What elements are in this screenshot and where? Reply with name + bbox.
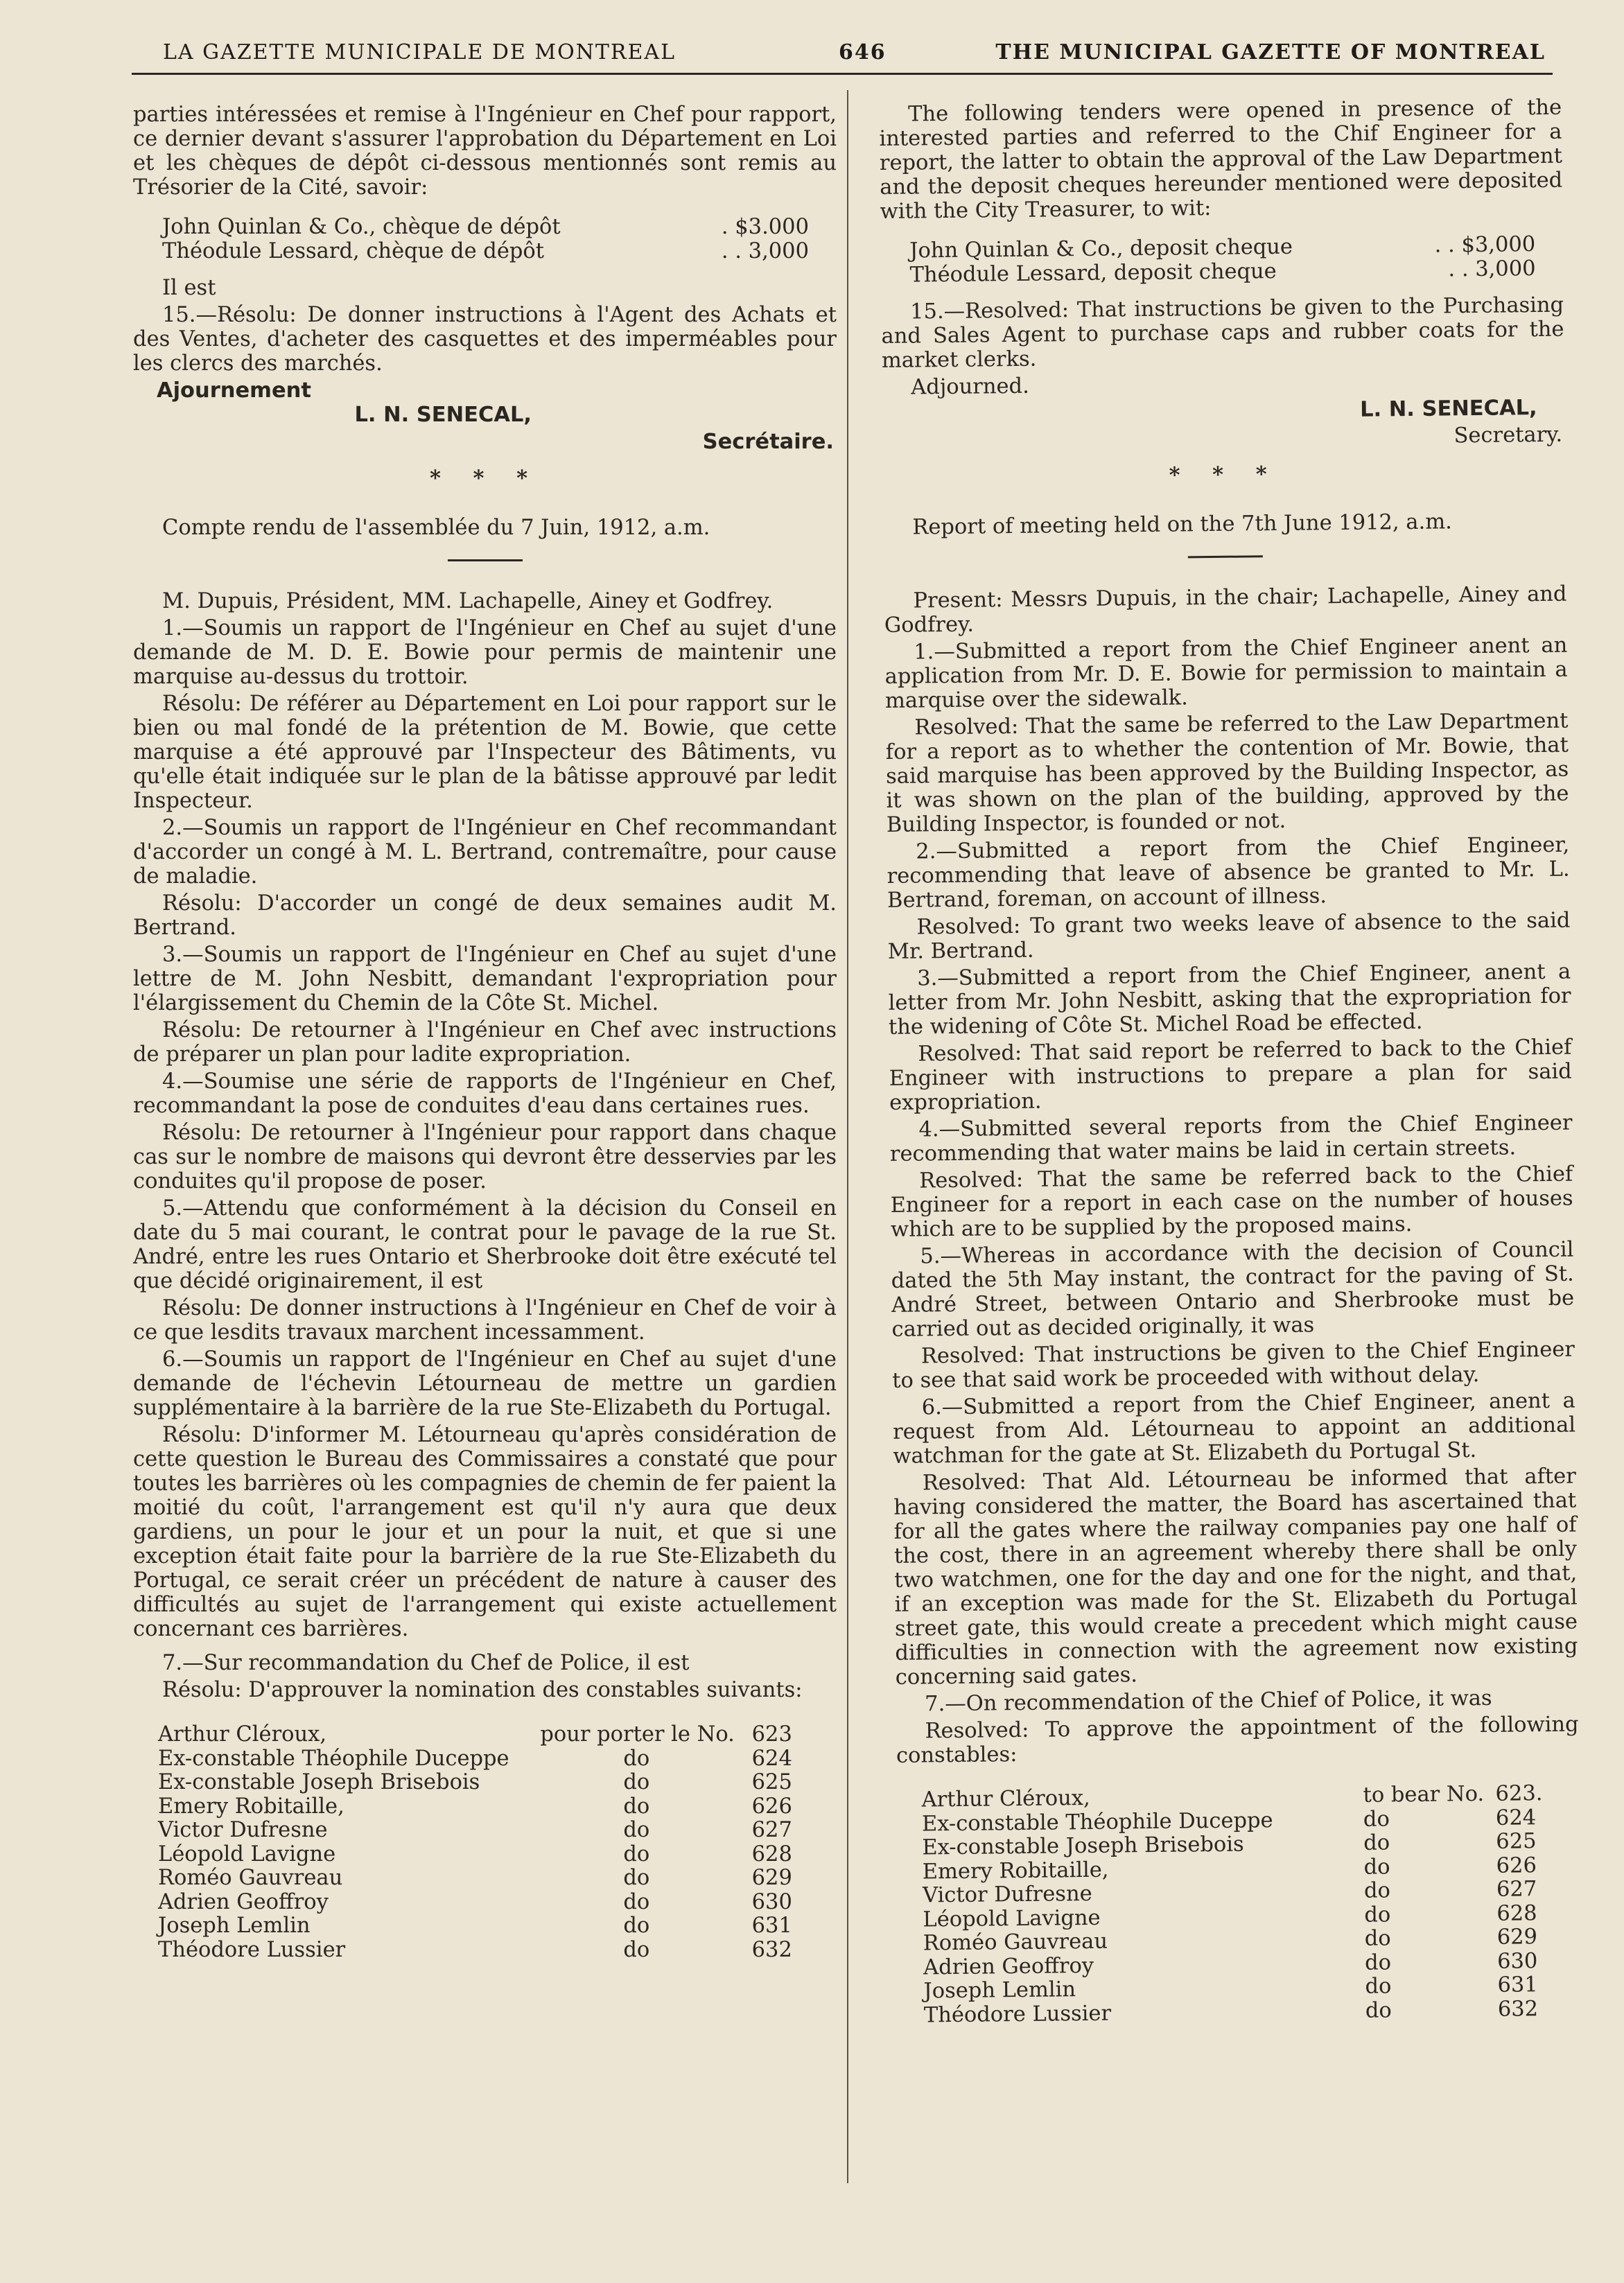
constable-name: Adrien Geoffroy (158, 1889, 329, 1914)
fr-paragraph: 1.—Soumis un rapport de l'Ingénieur en Chef au sujet d'une demande de M. D. E. Bowie pour permis de maintenir une marquise au-dessus du trottoir. (133, 616, 837, 689)
fr-item-7-resolution: Résolu: D'approuver la nomination des constables suivants: (162, 1678, 803, 1702)
en-paragraph: Resolved: To grant two weeks leave of absence to the said Mr. Bertrand. (887, 908, 1571, 964)
en-intro: The following tenders were opened in presence of the interested parties and referred to the Chif Engineer for a report, the latter to obtain the approval of the Law Department and the deposit cheques hereunder mentioned were deposited with the City Treasurer, to wit: (879, 95, 1563, 224)
constable-do: do (623, 1866, 650, 1890)
constable-do: do (1364, 1926, 1391, 1951)
fr-report-title: Compte rendu de l'assemblée du 7 Juin, 1912, a.m. (162, 516, 710, 540)
constable-do: do (623, 1794, 650, 1819)
constable-do: do (623, 1889, 650, 1914)
constable-number: 625 (751, 1770, 792, 1794)
en-paragraph: Resolved: That Ald. Létourneau be informed that after having considered the matter, the Board has ascertained that for all the gates where the railway companies pay one half of the cost, there in an agreement whereby there shall be only two watchmen, one for the day and one for the night, and that, if an exception was made for the St. Elizabeth du Portugal street gate, this would create a precedent which might cause difficulties in connection with the agreement now existing concerning said gates. (893, 1464, 1578, 1690)
en-signature-title: Secretary. (1453, 422, 1563, 448)
constable-name: Emery Robitaille, (922, 1857, 1109, 1884)
constable-do: do (623, 1842, 650, 1866)
en-item-7: 7.—On recommendation of the Chief of Police, it was (925, 1686, 1492, 1717)
en-constables-table (921, 1782, 1548, 2027)
constable-number: 625 (1496, 1829, 1537, 1854)
constable-do: do (623, 1937, 650, 1962)
constable-do: do (1363, 1830, 1390, 1855)
en-paragraph: 5.—Whereas in accordance with the decision of Council dated the 5th May instant, the contract for the paving of St. André Street, between Ontario and Sherbrooke must be carried out as decided originally, it was (891, 1237, 1575, 1342)
en-paragraph: 4.—Submitted several reports from the Chief Engineer recommending that water mains be laid in certain streets. (889, 1110, 1573, 1166)
constable-number: 623. (1495, 1781, 1543, 1806)
constable-name: Victor Dufresne (922, 1881, 1092, 1908)
constable-name: Joseph Lemlin (923, 1977, 1076, 2004)
constable-name: Théodore Lussier (158, 1937, 346, 1962)
french-column (133, 103, 837, 1962)
en-section-rule (1187, 555, 1262, 558)
en-paragraph: 2.—Submitted a report from the Chief Engineer, recommending that leave of absence be granted to Mr. L. Bertrand, foreman, on account of illness. (887, 832, 1570, 913)
header-english-title: THE MUNICIPAL GAZETTE OF MONTREAL (995, 40, 1546, 64)
constable-name: Arthur Cléroux, (921, 1785, 1090, 1812)
fr-paragraph: Résolu: De référer au Département en Loi pour rapport sur le bien ou mal fondé de la prétention de M. Bowie, que cette marquise a été approuvé par l'Inspecteur des Bâtiments, vu qu'elle était indiquée sur le plan de la bâtisse approuvé par ledit Inspecteur. (133, 692, 837, 813)
constable-number: 632 (751, 1937, 792, 1962)
constable-do: do (623, 1746, 650, 1771)
fr-deposit-row (133, 215, 837, 239)
fr-paragraph: 5.—Attendu que conformément à la décision du Conseil en date du 5 mai courant, le contrat pour le pavage de la rue St. André, entre les rues Ontario et Sherbrooke doit être exécuté tel que décidé originairement, il est (133, 1196, 837, 1293)
constable-do: do (1365, 1974, 1392, 1999)
constable-do: do (1364, 1950, 1392, 1975)
en-paragraph: 1.—Submitted a report from the Chief Engineer anent an application from Mr. D. E. Bowie for permission to maintain a marquise over the sidewalk. (884, 633, 1568, 713)
constable-number: 630 (751, 1889, 792, 1914)
constable-name: Roméo Gauvreau (158, 1866, 343, 1890)
constable-name: Ex-constable Théophile Duceppe (158, 1746, 509, 1771)
fr-deposit-row (133, 239, 837, 263)
en-signature-name: L. N. SENECAL, (1359, 396, 1537, 422)
constable-number: 626 (1496, 1853, 1537, 1878)
constable-number: 624 (1495, 1805, 1537, 1830)
constable-name: Léopold Lavigne (923, 1905, 1101, 1932)
fr-deposit-amount: . $3.000 (721, 215, 809, 239)
fr-item-7: 7.—Sur recommandation du Chef de Police, il est (162, 1651, 690, 1675)
en-paragraph: Resolved: That said report be referred to back to the Chief Engineer with instructions to prepare a plan for said expropriation. (889, 1035, 1572, 1115)
constable-do: do (1363, 1806, 1390, 1832)
constable-number: 624 (751, 1746, 792, 1771)
en-present: Present: Messrs Dupuis, in the chair; Lachapelle, Ainey and Godfrey. (884, 581, 1567, 638)
table-row (158, 1914, 796, 1939)
header-rule (132, 73, 1553, 75)
en-resolution-15: 15.—Resolved: That instructions be given to the Purchasing and Sales Agent to purchase caps and rubber coats for the market clerks. (881, 292, 1564, 373)
en-paragraph: 3.—Submitted a report from the Chief Engineer, anent a letter from Mr. John Nesbitt, asking that the expropriation for the widening of Côte St. Michel Road be effected. (888, 959, 1571, 1040)
constable-number: 627 (1496, 1877, 1537, 1902)
constable-name: Léopold Lavigne (158, 1842, 336, 1866)
en-item-7-resolution: Resolved: To approve the appointment of the following constables: (896, 1712, 1579, 1768)
fr-signature-name: L. N. SENECAL, (354, 403, 532, 427)
constable-name: Ex-constable Joseph Brisebois (158, 1770, 480, 1794)
constable-do: do (623, 1914, 650, 1938)
fr-paragraph: Résolu: De retourner à l'Ingénieur pour rapport dans chaque cas sur le nombre de maisons qui devront être desservies par les conduites qu'il propose de poser. (133, 1121, 837, 1193)
table-row (158, 1795, 796, 1819)
column-divider (847, 90, 848, 2183)
table-row (158, 1819, 796, 1843)
fr-paragraph: Résolu: D'accorder un congé de deux semaines audit M. Bertrand. (133, 891, 837, 940)
en-report-title: Report of meeting held on the 7th June 1912, a.m. (912, 509, 1453, 540)
table-row (158, 1939, 796, 1963)
constable-name: Adrien Geoffroy (923, 1953, 1094, 1979)
en-adjourn: Adjourned. (911, 374, 1029, 400)
fr-adjourn: Ajournement (157, 378, 311, 403)
fr-constables-table (158, 1723, 796, 1962)
constable-do: pour porter le No. (540, 1722, 735, 1747)
constable-name: Victor Dufresne (158, 1818, 328, 1842)
constable-number: 629 (1496, 1925, 1538, 1950)
fr-paragraph: Résolu: D'informer M. Létourneau qu'après considération de cette question le Bureau des Commissaires a constaté que pour toutes les barrières où les compagnies de chemin de fer paient la moitié du coût, l'arrangement est qu'il n'y aura que deux gardiens, un pour le jour et un pour la nuit, et que si une exception était faite pour la barrière de la rue Ste-Elizabeth du Portugal, ce serait créer un précédent de nature à causer des difficultés au sujet de l'arrangement qui existe actuellement concernant ces barrières. (133, 1423, 837, 1641)
constable-number: 631 (1497, 1973, 1538, 1997)
fr-paragraph: 3.—Soumis un rapport de l'Ingénieur en Chef au sujet d'une lettre de M. John Nesbitt, demandant l'expropriation pour l'élargissement du Chemin de la Côte St. Michel. (133, 943, 837, 1015)
constable-number: 628 (751, 1842, 792, 1866)
table-row (158, 1771, 796, 1795)
table-row (158, 1891, 796, 1915)
table-row (158, 1723, 796, 1747)
en-deposit-name: John Quinlan & Co., deposit cheque (909, 234, 1293, 263)
en-stars: * * * (1169, 461, 1280, 488)
constable-name: Emery Robitaille, (158, 1794, 344, 1819)
fr-deposit-name: John Quinlan & Co., chèque de dépôt (162, 215, 561, 239)
fr-paragraph: 6.—Soumis un rapport de l'Ingénieur en Chef au sujet d'une demande de l'échevin Létourneau de mettre un gardien supplémentaire à la barrière de la rue Ste-Elizabeth du Portugal. (133, 1347, 837, 1420)
table-row (158, 1843, 796, 1867)
constable-name: Arthur Cléroux, (158, 1722, 327, 1747)
constable-do: do (623, 1770, 650, 1794)
constable-number: 630 (1496, 1948, 1538, 1974)
en-paragraph: 6.—Submitted a report from the Chief Engineer, anent a request from Ald. Létourneau to appoint an additional watchman for the gate at St. Elizabeth du Portugal St. (892, 1388, 1576, 1469)
constable-do: do (1365, 1997, 1392, 2023)
constable-name: Ex-constable Théophile Duceppe (921, 1808, 1273, 1836)
constable-number: 626 (751, 1794, 792, 1819)
en-paragraph: Resolved: That the same be referred back to the Chief Engineer for a report in each case on the number of houses which are to be supplied by the proposed mains. (890, 1162, 1573, 1242)
fr-resolution-15: 15.—Résolu: De donner instructions à l'Agent des Achats et des Ventes, d'acheter des casquettes et des imperméables pour les clercs des marchés. (133, 303, 837, 376)
fr-il-est: Il est (162, 276, 216, 300)
constable-do: do (623, 1818, 650, 1842)
constable-do: do (1363, 1878, 1391, 1903)
table-row (158, 1747, 796, 1772)
constable-name: Roméo Gauvreau (923, 1929, 1108, 1956)
english-column (879, 96, 1582, 2028)
constable-number: 623 (751, 1722, 792, 1747)
en-deposit-name: Théodule Lessard, deposit cheque (909, 259, 1277, 288)
fr-paragraph: Résolu: De retourner à l'Ingénieur en Chef avec instructions de préparer un plan pour ladite expropriation. (133, 1018, 837, 1067)
constable-number: 628 (1496, 1900, 1537, 1926)
table-row (924, 1997, 1548, 2028)
header-french-title: LA GAZETTE MUNICIPALE DE MONTREAL (163, 40, 676, 64)
fr-present: M. Dupuis, Président, MM. Lachapelle, Ainey et Godfrey. (162, 589, 774, 613)
fr-signature-title: Secrétaire. (702, 430, 834, 454)
fr-paragraph: 4.—Soumise une série de rapports de l'Ingénieur en Chef, recommandant la pose de conduites d'eau dans certaines rues. (133, 1069, 837, 1118)
fr-paragraph: 2.—Soumis un rapport de l'Ingénieur en Chef recommandant d'accorder un congé à M. L. Bertrand, contremaître, pour cause de maladie. (133, 816, 837, 889)
fr-deposit-amount: . . 3,000 (721, 239, 809, 263)
fr-paragraph: Résolu: De donner instructions à l'Ingénieur en Chef de voir à ce que lesdits travaux marchent incessamment. (133, 1296, 837, 1345)
constable-number: 627 (751, 1818, 792, 1842)
en-paragraph: Resolved: That the same be referred to the Law Department for a report as to whether the contention of Mr. Bowie, that said marquise has been approved by the Building Inspector, as it was shown on the plan of the building, approved by the Building Inspector, is founded or not. (885, 708, 1569, 837)
constable-do: to bear No. (1363, 1781, 1485, 1808)
fr-section-rule (448, 559, 523, 561)
constable-number: 629 (751, 1866, 792, 1890)
constable-number: 631 (751, 1914, 792, 1938)
constable-do: do (1364, 1902, 1391, 1927)
table-row (158, 1866, 796, 1891)
page-header (163, 40, 1546, 75)
constable-number: 632 (1497, 1996, 1539, 2022)
constable-name: Théodore Lussier (923, 2001, 1112, 2027)
page-number: 646 (839, 40, 887, 64)
en-deposit-amount: . . $3,000 (1434, 232, 1536, 258)
fr-intro: parties intéressées et remise à l'Ingénieur en Chef pour rapport, ce dernier devant s'assurer l'approbation du Département en Loi et les chèques de dépôt ci-dessous mentionnés sont remis au Trésorier de la Cité, savoir: (133, 103, 837, 200)
constable-do: do (1363, 1854, 1390, 1880)
constable-name: Ex-constable Joseph Brisebois (922, 1832, 1244, 1860)
constable-name: Joseph Lemlin (158, 1914, 311, 1938)
fr-stars: * * * (429, 466, 541, 491)
fr-deposit-name: Théodule Lessard, chèque de dépôt (162, 239, 545, 263)
en-deposit-amount: . . 3,000 (1448, 256, 1536, 282)
en-paragraph: Resolved: That instructions be given to the Chief Engineer to see that said work be proceeded with without delay. (892, 1337, 1575, 1393)
